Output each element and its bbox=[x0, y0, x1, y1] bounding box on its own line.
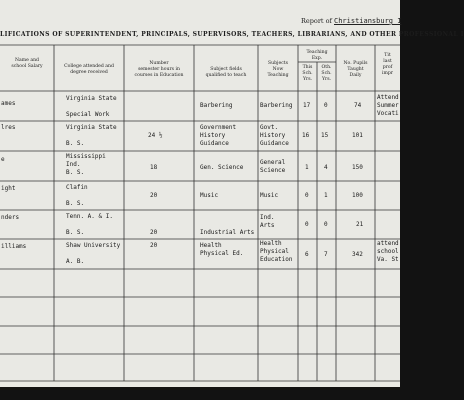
row3-this: 1 bbox=[305, 164, 309, 171]
col-header-college: College attended and degree received bbox=[64, 64, 114, 75]
row2-hours: 24 ½ bbox=[148, 132, 163, 139]
row2-other: 15 bbox=[321, 132, 329, 139]
row6-fields: Health Physical Ed. bbox=[200, 242, 244, 257]
row3-fields: Gen. Science bbox=[200, 164, 244, 171]
col-header-experience: Teaching Exp. bbox=[306, 50, 328, 61]
row6-pupils: 342 bbox=[352, 251, 363, 258]
report-label: Report of bbox=[301, 17, 332, 25]
row1-training: Attend Summer Vocati bbox=[377, 94, 399, 117]
row6-other: 7 bbox=[324, 251, 328, 258]
row4-other: 1 bbox=[324, 192, 328, 199]
col-header-last-training: Tit last prof impr bbox=[382, 53, 393, 76]
col-header-this-school: This Sch. Yrs. bbox=[302, 65, 313, 82]
row3-college: Mississippi Ind. B. S. bbox=[66, 153, 106, 176]
row1-this: 17 bbox=[303, 102, 311, 109]
row1-pupils: 74 bbox=[354, 102, 362, 109]
row1-name: ames bbox=[1, 100, 16, 107]
row6-hours: 20 bbox=[150, 242, 158, 249]
row4-pupils: 100 bbox=[352, 192, 363, 199]
report-school-name: Christiansburg I bbox=[334, 17, 402, 25]
row5-name: nders bbox=[1, 214, 20, 221]
row4-hours: 20 bbox=[150, 192, 158, 199]
row1-fields: Barbering bbox=[200, 102, 233, 109]
row1-subjects: Barbering bbox=[260, 102, 293, 109]
row4-fields: Music bbox=[200, 192, 219, 199]
col-header-pupils: No. Pupils Taught Daily bbox=[343, 61, 368, 78]
row4-subjects: Music bbox=[260, 192, 279, 199]
row3-pupils: 150 bbox=[352, 164, 363, 171]
row2-college: Virginia State B. S. bbox=[66, 124, 117, 147]
form-heading: LIFICATIONS OF SUPERINTENDENT, PRINCIPALS, SUPERVISORS, TEACHERS, LIBRARIANS, AND OTHER PROFESSIONAL I bbox=[0, 31, 464, 38]
row5-this: 0 bbox=[305, 221, 309, 228]
row1-other: 0 bbox=[324, 102, 328, 109]
row4-college: Clafin B. S. bbox=[66, 184, 88, 207]
row2-pupils: 101 bbox=[352, 132, 363, 139]
row3-name: e bbox=[1, 156, 5, 163]
row2-subjects: Govt. History Guidance bbox=[260, 124, 289, 147]
row6-college: Shaw University A. B. bbox=[66, 242, 121, 265]
row5-pupils: 21 bbox=[356, 221, 364, 228]
row3-other: 4 bbox=[324, 164, 328, 171]
col-header-fields: Subject fields qualified to teach bbox=[205, 67, 247, 78]
row3-subjects: General Science bbox=[260, 159, 286, 174]
col-header-other-school: Oth. Sch. Yrs. bbox=[321, 65, 332, 82]
row6-training: attend school Va. St bbox=[377, 240, 399, 263]
col-header-subjects: Subjects Now Teaching bbox=[267, 61, 289, 78]
row6-name: illiams bbox=[1, 243, 27, 250]
row2-this: 16 bbox=[302, 132, 310, 139]
row3-hours: 18 bbox=[150, 164, 158, 171]
row1-college: Virginia State Special Work bbox=[66, 95, 117, 118]
col-header-name: Name and school Salary bbox=[11, 58, 43, 69]
row6-subjects: Health Physical Education bbox=[260, 240, 293, 263]
row6-this: 6 bbox=[305, 251, 309, 258]
row5-subjects: Ind. Arts bbox=[260, 214, 275, 229]
row2-name: lres bbox=[1, 124, 16, 131]
row5-other: 0 bbox=[324, 221, 328, 228]
col-header-hours: Number semester hours in courses in Education bbox=[134, 61, 184, 78]
row5-college: Tenn. A. & I. B. S. bbox=[66, 213, 113, 236]
row4-this: 0 bbox=[305, 192, 309, 199]
row5-hours: 20 bbox=[150, 229, 158, 236]
row5-fields: Industrial Arts bbox=[200, 229, 255, 236]
row4-name: ight bbox=[1, 185, 16, 192]
scan-border bbox=[0, 387, 400, 400]
row2-fields: Government History Guidance bbox=[200, 124, 237, 147]
